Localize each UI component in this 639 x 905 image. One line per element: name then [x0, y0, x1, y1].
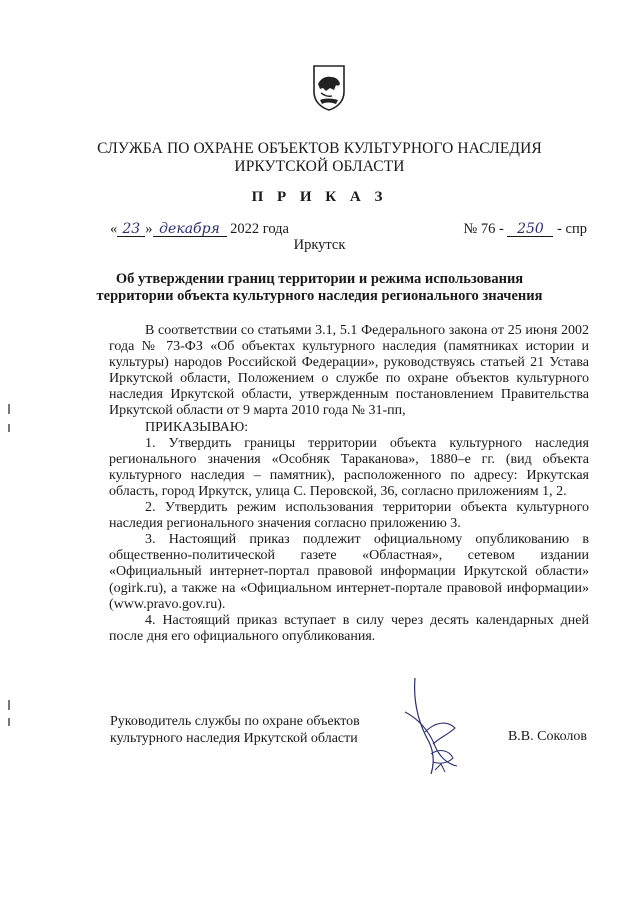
coat-of-arms-emblem [312, 64, 346, 112]
order-year: 2022 года [230, 221, 289, 237]
margin-mark [8, 700, 10, 710]
signatory-position-line2: культурного наследия Иркутской области [110, 731, 358, 746]
margin-mark [8, 718, 10, 726]
organization-name-line1: СЛУЖБА ПО ОХРАНЕ ОБЪЕКТОВ КУЛЬТУРНОГО НАСЛЕДИЯ [97, 140, 542, 157]
date-quote-open: « [110, 221, 118, 237]
order-body [109, 323, 589, 645]
margin-mark [8, 424, 10, 432]
number-suffix: - спр [557, 221, 587, 237]
signatory-position-line1: Руководитель службы по охране объектов [110, 714, 360, 729]
handwritten-signature [395, 672, 475, 782]
margin-mark [8, 404, 10, 414]
number-prefix: № 76 - [463, 221, 504, 237]
signature-icon [395, 672, 475, 782]
order-number [463, 221, 587, 238]
order-title-line2: территории объекта культурного наследия регионального значения [96, 288, 543, 304]
handwritten-number: 250 [507, 222, 553, 237]
order-date [110, 221, 289, 238]
order-item-4: 4. Настоящий приказ вступает в силу через десять календарных дней после дня его официального опубликования. [109, 612, 589, 644]
order-title [0, 271, 639, 305]
order-word: ПРИКАЗЫВАЮ: [145, 419, 249, 435]
order-item-2: 2. Утвердить режим использования территории объекта культурного наследия регионального значения согласно приложению 3. [109, 500, 589, 532]
order-title-line1: Об утверждении границ территории и режима использования [115, 271, 524, 287]
signatory-name: В.В. Соколов [507, 729, 587, 744]
signatory-position [110, 713, 360, 747]
handwritten-day: 23 [117, 222, 145, 237]
order-item-1: 1. Утвердить границы территории объекта культурного наследия регионального значения «Особняк Тараканова», 1880–е гг. (вид объекта культурного наследия – памятник), расположенного по адресу: Иркутская область, город Иркутск, улица С. Перовской, 36, согласно приложениям 1, 2. [109, 435, 589, 499]
document-type-heading: П Р И К А З [251, 189, 388, 205]
organization-name-line2: ИРКУТСКОЙ ОБЛАСТИ [234, 158, 405, 175]
order-item-3: 3. Настоящий приказ подлежит официальному опубликованию в общественно-политической газете «Областная», сетевом издании «Официальный интернет-портал правовой информации Иркутской области» (ogirk.ru), а также на «Официальном интернет-портале правовой информации» (www.pravo.gov.ru). [109, 532, 589, 612]
preamble-paragraph: В соответствии со статьями 3.1, 5.1 Федерального закона от 25 июня 2002 года № 73-ФЗ «Об объектах культурного наследия (памятниках истории и культуры) народов Российской Федерации», руководствуясь статьей 21 Устава Иркутской области, Положением о службе по охране объектов культурного наследия Иркутской области, утвержденным постановлением Правительства Иркутской области от 9 марта 2010 года № 31-пп, [109, 323, 589, 419]
irkutsk-coat-of-arms-icon [312, 64, 346, 112]
date-quote-close: » [145, 221, 153, 237]
order-city: Иркутск [293, 237, 346, 253]
handwritten-month: декабря [153, 222, 227, 237]
